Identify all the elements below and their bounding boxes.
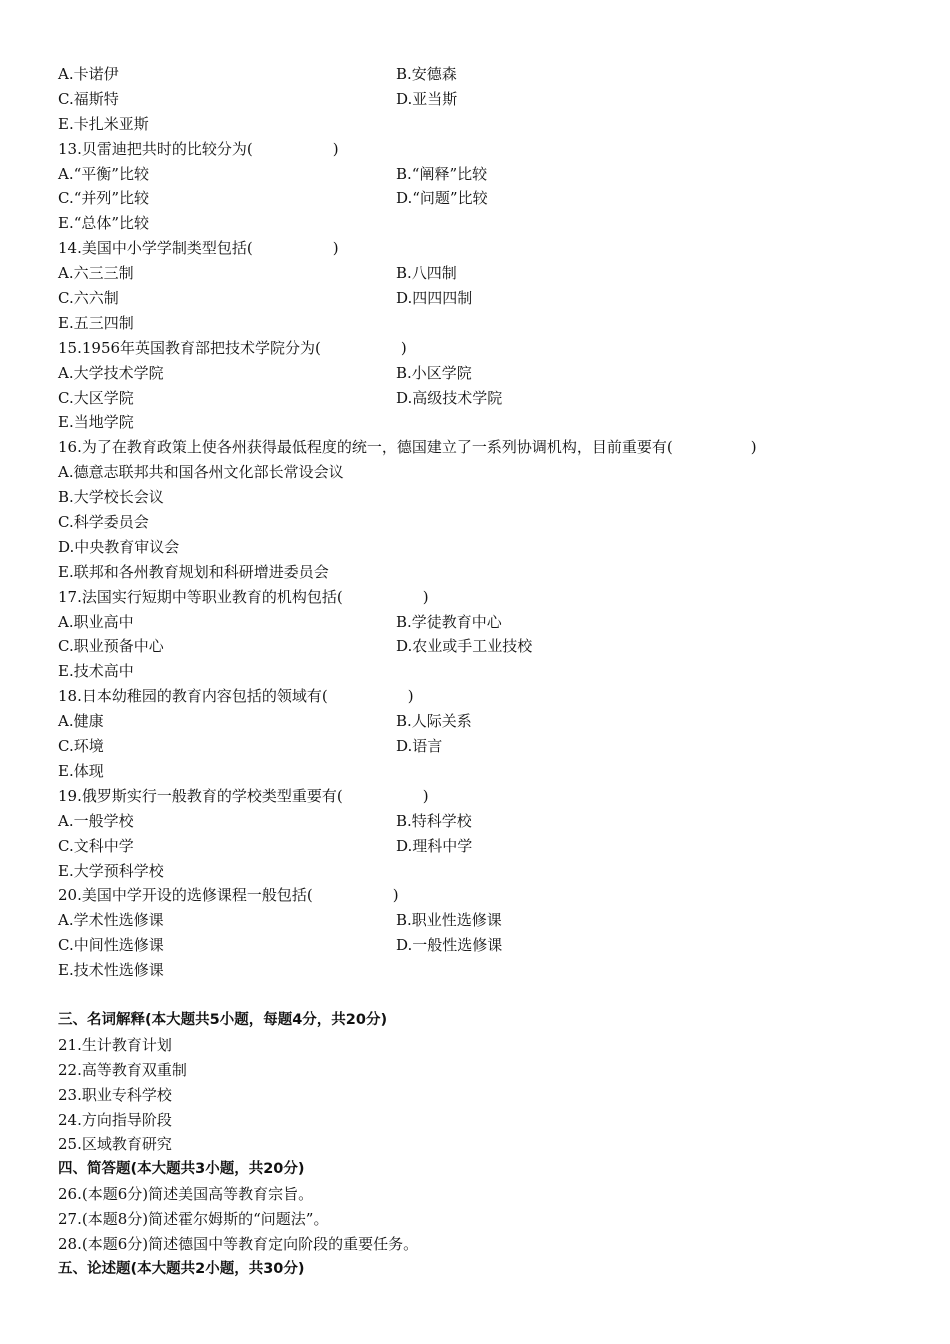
question-19 bbox=[58, 784, 918, 809]
option-c: C.职业预备中心 bbox=[58, 637, 164, 656]
option-row bbox=[58, 62, 918, 87]
option-row bbox=[58, 186, 918, 211]
question-stem: 15.1956年英国教育部把技术学院分为( bbox=[58, 338, 321, 357]
option-a: A.卡诺伊 bbox=[58, 65, 119, 83]
option-d: D.一般性选修课 bbox=[396, 936, 503, 955]
option-b: B.“阐释”比较 bbox=[396, 164, 488, 183]
question-20 bbox=[58, 883, 918, 908]
option-d: D.中央教育审议会 bbox=[58, 537, 180, 556]
option-row bbox=[58, 261, 918, 286]
option-c: C.福斯特 bbox=[58, 89, 119, 108]
option-c: C.科学委员会 bbox=[58, 513, 149, 532]
option-row bbox=[58, 610, 918, 635]
question-stem: 14.美国中小学学制类型包括( bbox=[58, 239, 253, 258]
option-d: D.语言 bbox=[396, 737, 443, 756]
question-13 bbox=[58, 137, 918, 162]
question-close: ) bbox=[407, 687, 414, 706]
option-row bbox=[58, 709, 918, 734]
option-row bbox=[58, 634, 918, 659]
question-close: ) bbox=[750, 438, 757, 457]
option-row bbox=[58, 286, 918, 311]
short-answer-item: 27.(本题8分)简述霍尔姆斯的“问题法”。 bbox=[58, 1210, 329, 1229]
question-close: ) bbox=[422, 786, 429, 805]
option-d: D.亚当斯 bbox=[396, 89, 458, 108]
option-d: D.农业或手工业技校 bbox=[396, 637, 533, 656]
option-e: E.技术高中 bbox=[58, 662, 134, 681]
question-14 bbox=[58, 236, 918, 261]
option-d: D.“问题”比较 bbox=[396, 189, 488, 208]
question-16 bbox=[58, 435, 918, 460]
short-answer-item: 28.(本题6分)简述德国中等教育定向阶段的重要任务。 bbox=[58, 1234, 419, 1253]
option-c: C.中间性选修课 bbox=[58, 936, 164, 955]
option-row bbox=[58, 933, 918, 958]
option-d: D.理科中学 bbox=[396, 836, 473, 855]
option-c: C.六六制 bbox=[58, 289, 119, 308]
option-e: E.五三四制 bbox=[58, 313, 134, 332]
option-e: E.联邦和各州教育规划和科研增进委员会 bbox=[58, 562, 329, 581]
option-a: A.六三三制 bbox=[58, 264, 134, 283]
option-row bbox=[58, 734, 918, 759]
option-c: C.“并列”比较 bbox=[58, 189, 150, 208]
section-3-title: 三、名词解释(本大题共5小题，每题4分，共20分) bbox=[58, 1011, 388, 1028]
exam-page bbox=[58, 62, 918, 1282]
option-row bbox=[58, 386, 918, 411]
option-d: D.高级技术学院 bbox=[396, 388, 503, 407]
option-a: A.大学技术学院 bbox=[58, 363, 164, 382]
option-b: B.安德森 bbox=[396, 65, 457, 83]
option-d: D.四四四制 bbox=[396, 289, 473, 308]
option-a: A.“平衡”比较 bbox=[58, 164, 149, 183]
option-a: A.一般学校 bbox=[58, 811, 134, 830]
option-e: E.“总体”比较 bbox=[58, 214, 150, 233]
option-c: C.环境 bbox=[58, 737, 104, 756]
option-e: E.技术性选修课 bbox=[58, 961, 164, 980]
option-e: E.体现 bbox=[58, 761, 104, 780]
question-close: ) bbox=[422, 587, 429, 606]
option-row bbox=[58, 162, 918, 187]
question-stem: 20.美国中学开设的选修课程一般包括( bbox=[58, 886, 313, 905]
question-15 bbox=[58, 336, 918, 361]
option-e: E.当地学院 bbox=[58, 413, 134, 432]
option-row bbox=[58, 834, 918, 859]
option-row bbox=[58, 87, 918, 112]
option-a: A.健康 bbox=[58, 712, 104, 731]
question-stem: 17.法国实行短期中等职业教育的机构包括( bbox=[58, 587, 343, 606]
option-b: B.八四制 bbox=[396, 264, 457, 283]
option-c: C.文科中学 bbox=[58, 836, 134, 855]
question-17 bbox=[58, 585, 918, 610]
option-e: E.大学预科学校 bbox=[58, 861, 164, 880]
option-row bbox=[58, 361, 918, 386]
term-item: 25.区域教育研究 bbox=[58, 1135, 172, 1154]
question-stem: 19.俄罗斯实行一般教育的学校类型重要有( bbox=[58, 786, 343, 805]
section-5-title: 五、论述题(本大题共2小题，共30分) bbox=[58, 1260, 305, 1277]
question-close: ) bbox=[400, 338, 407, 357]
question-close: ) bbox=[332, 139, 339, 158]
option-b: B.人际关系 bbox=[396, 712, 472, 731]
question-close: ) bbox=[392, 886, 399, 905]
option-b: B.学徒教育中心 bbox=[396, 612, 502, 631]
question-stem: 13.贝雷迪把共时的比较分为( bbox=[58, 139, 253, 158]
question-stem: 18.日本幼稚园的教育内容包括的领域有( bbox=[58, 687, 328, 706]
spacer bbox=[58, 983, 918, 1008]
question-18 bbox=[58, 684, 918, 709]
option-b: B.特科学校 bbox=[396, 811, 472, 830]
section-4-title: 四、简答题(本大题共3小题，共20分) bbox=[58, 1161, 305, 1178]
option-e: E.卡扎米亚斯 bbox=[58, 114, 149, 133]
option-a: A.职业高中 bbox=[58, 612, 134, 631]
option-a: A.学术性选修课 bbox=[58, 911, 164, 930]
option-a: A.德意志联邦共和国各州文化部长常设会议 bbox=[58, 463, 344, 482]
option-b: B.大学校长会议 bbox=[58, 488, 164, 507]
term-item: 23.职业专科学校 bbox=[58, 1085, 172, 1104]
term-item: 22.高等教育双重制 bbox=[58, 1060, 187, 1079]
option-b: B.职业性选修课 bbox=[396, 911, 502, 930]
short-answer-item: 26.(本题6分)简述美国高等教育宗旨。 bbox=[58, 1185, 314, 1204]
term-item: 21.生计教育计划 bbox=[58, 1035, 172, 1054]
option-b: B.小区学院 bbox=[396, 363, 472, 382]
option-row bbox=[58, 908, 918, 933]
question-close: ) bbox=[332, 239, 339, 258]
question-stem: 16.为了在教育政策上使各州获得最低程度的统一，德国建立了一系列协调机构，目前重要有( bbox=[58, 438, 673, 457]
option-c: C.大区学院 bbox=[58, 388, 134, 407]
option-row bbox=[58, 809, 918, 834]
term-item: 24.方向指导阶段 bbox=[58, 1110, 172, 1129]
